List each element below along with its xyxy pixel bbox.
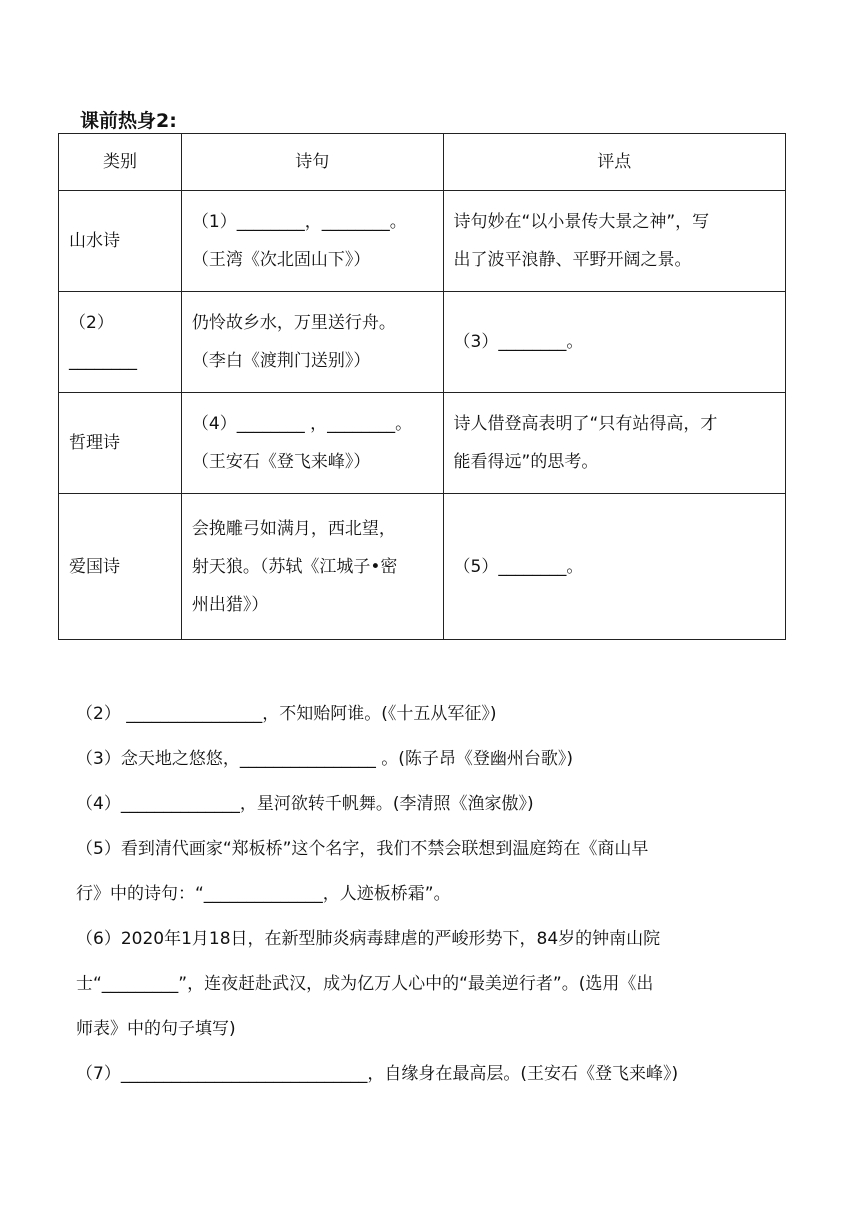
- comment-line: 诗句妙在“以小景传大景之神”，写: [453, 212, 710, 232]
- verse-line: （4）________ ，________。: [191, 414, 413, 434]
- comment-line: 能看得远”的思考。: [453, 452, 599, 472]
- verse-line: 射天狼。（苏轼《江城子•密: [191, 556, 398, 577]
- question-line: （5）看到清代画家“郑板桥”这个名字，我们不禁会联想到温庭筠在《商山早: [76, 839, 649, 859]
- verse-line: （1）________，________。: [191, 212, 407, 232]
- table-row: [59, 292, 786, 393]
- table-header-row: [59, 134, 786, 191]
- category-cell: 爱国诗: [59, 494, 182, 640]
- question-line: （2） ________________，不知贻阿谁。(《十五从军征》): [76, 704, 497, 724]
- question-line: 师表》中的句子填写): [76, 1019, 236, 1039]
- category-cell: （2） ________: [59, 292, 182, 393]
- table-row: [59, 494, 786, 640]
- table-row: [59, 191, 786, 292]
- verse-line: 会挽雕弓如满月，西北望，: [191, 518, 396, 539]
- verse-line: 仍怜故乡水，万里送行舟。: [191, 313, 396, 333]
- fill-in-questions: [76, 692, 788, 1097]
- verse-cell: [181, 191, 443, 292]
- verse-cell: [181, 292, 443, 393]
- verse-line: （王安石《登飞来峰》）: [191, 452, 371, 472]
- question-line: （7）_____________________________，自缘身在最高层。(王安石《登飞来峰》): [76, 1064, 679, 1084]
- question-line: （4）______________，星河欲转千帆舞。(李清照《渔家傲》): [76, 794, 534, 814]
- table-row: [59, 393, 786, 494]
- header-comment: 评点: [443, 134, 785, 191]
- category-cell: 山水诗: [59, 191, 182, 292]
- category-cell: 哲理诗: [59, 393, 182, 494]
- comment-cell: [443, 191, 785, 292]
- poem-table: [58, 133, 786, 640]
- question-line: （6）2020年1月18日，在新型肺炎病毒肆虐的严峻形势下，84岁的钟南山院: [76, 929, 661, 949]
- header-category: 类别: [59, 134, 182, 191]
- header-verse: 诗句: [181, 134, 443, 191]
- section-heading: 课前热身2:: [80, 110, 177, 132]
- verse-cell: [181, 494, 443, 640]
- comment-cell: [443, 494, 785, 640]
- comment-line: 出了波平浪静、平野开阔之景。: [453, 250, 692, 270]
- comment-line: （3）________。: [453, 332, 584, 352]
- verse-cell: [181, 393, 443, 494]
- comment-line: （5）________。: [453, 556, 584, 577]
- comment-cell: [443, 292, 785, 393]
- question-line: 行》中的诗句：“______________，人迹板桥霜”。: [76, 884, 451, 904]
- verse-line: 州出猎》）: [191, 594, 269, 615]
- question-line: 士“_________”，连夜赶赴武汉，成为亿万人心中的“最美逆行者”。(选用《出: [76, 974, 654, 994]
- comment-line: 诗人借登高表明了“只有站得高，才: [453, 414, 718, 434]
- question-line: （3）念天地之悠悠，________________ 。(陈子昂《登幽州台歌》): [76, 749, 573, 769]
- verse-line: （李白《渡荆门送别》）: [191, 351, 371, 371]
- verse-line: （王湾《次北固山下》）: [191, 250, 371, 270]
- comment-cell: [443, 393, 785, 494]
